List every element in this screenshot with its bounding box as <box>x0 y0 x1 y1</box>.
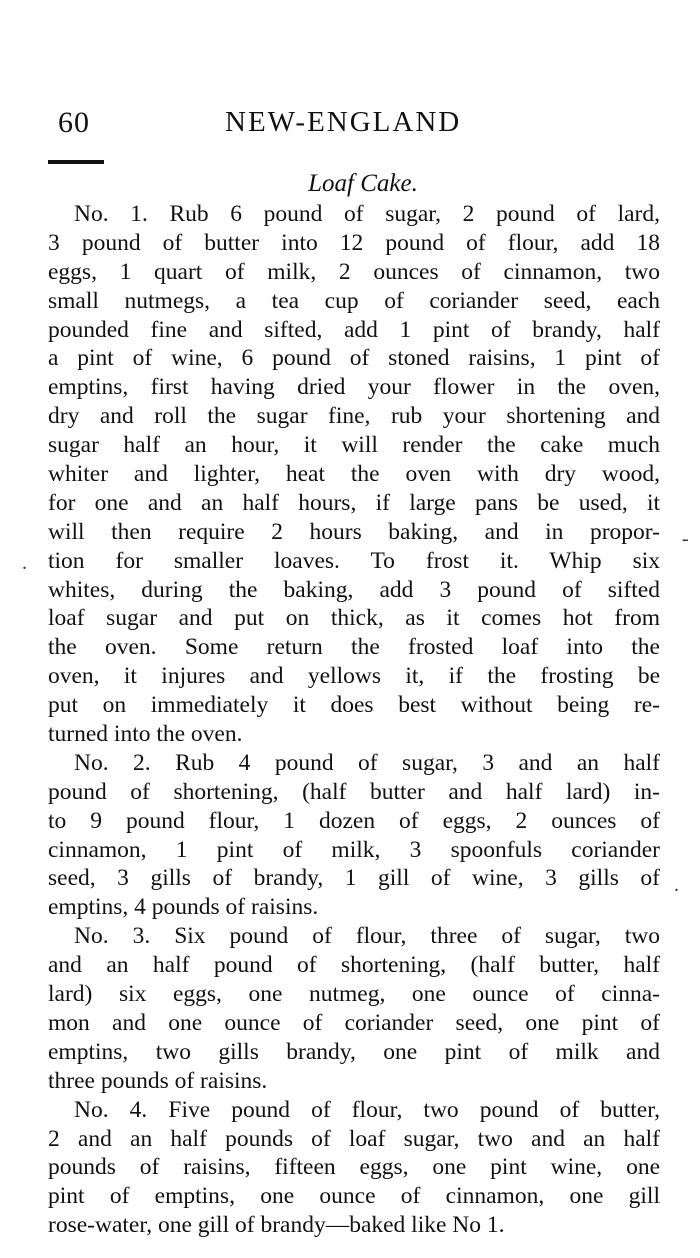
text-line: tion for smaller loaves. To frost it. Whip six <box>48 547 660 574</box>
text-line: lard) six eggs, one nutmeg, one ounce of cinna- <box>48 981 660 1008</box>
recipe-text <box>48 200 660 1240</box>
text-line: three pounds of raisins. <box>48 1067 268 1094</box>
text-line: mon and one ounce of coriander seed, one pint of <box>48 1009 660 1036</box>
text-line: a pint of wine, 6 pound of stoned raisins, 1 pint of <box>48 345 660 372</box>
text-line: whiter and lighter, heat the oven with dry wood, <box>48 461 660 488</box>
text-line: the oven. Some return the frosted loaf into the <box>48 634 660 661</box>
margin-mark: . <box>22 552 27 574</box>
text-line: 3 pound of butter into 12 pound of flour, add 18 <box>48 229 660 256</box>
text-line: sugar half an hour, it will render the cake much <box>48 432 660 459</box>
text-line: to 9 pound flour, 1 dozen of eggs, 2 ounces of <box>48 807 660 834</box>
text-line: No. 2. Rub 4 pound of sugar, 3 and an half <box>74 749 660 776</box>
text-line: turned into the oven. <box>48 721 243 748</box>
page-number: 60 <box>58 106 90 139</box>
text-line: for one and an half hours, if large pans be used, it <box>48 489 660 516</box>
text-line: emptins, two gills brandy, one pint of milk and <box>48 1038 660 1065</box>
text-line: pounded fine and sifted, add 1 pint of brandy, half <box>48 316 660 343</box>
text-line: whites, during the baking, add 3 pound of sifted <box>48 576 660 603</box>
margin-mark: . <box>674 874 679 896</box>
text-line: small nutmegs, a tea cup of coriander seed, each <box>48 287 660 314</box>
margin-mark: - <box>682 528 689 550</box>
text-line: 2 and an half pounds of loaf sugar, two and an half <box>48 1125 660 1152</box>
header-rule <box>48 160 104 164</box>
running-head <box>58 106 658 146</box>
text-line: and an half pound of shortening, (half butter, half <box>48 952 660 979</box>
text-line: pounds of raisins, fifteen eggs, one pint wine, one <box>48 1154 660 1181</box>
text-line: oven, it injures and yellows it, if the frosting be <box>48 663 660 690</box>
text-line: dry and roll the sugar fine, rub your shortening and <box>48 403 660 430</box>
text-line: will then require 2 hours baking, and in propor- <box>48 518 660 545</box>
text-line: rose-water, one gill of brandy—baked like No 1. <box>48 1212 505 1239</box>
text-line: put on immediately it does best without being re- <box>48 692 660 719</box>
text-line: No. 1. Rub 6 pound of sugar, 2 pound of lard, <box>74 201 660 227</box>
text-line: emptins, 4 pounds of raisins. <box>48 894 319 921</box>
running-title: NEW-ENGLAND <box>225 106 462 138</box>
text-line: cinnamon, 1 pint of milk, 3 spoonfuls coriander <box>48 836 660 863</box>
text-line: emptins, first having dried your flower in the oven, <box>48 374 660 401</box>
text-line: eggs, 1 quart of milk, 2 ounces of cinnamon, two <box>48 258 660 285</box>
text-line: seed, 3 gills of brandy, 1 gill of wine, 3 gills of <box>48 865 660 892</box>
text-line: loaf sugar and put on thick, as it comes hot from <box>48 605 660 632</box>
recipe-title: Loaf Cake. <box>308 170 418 197</box>
text-line: pound of shortening, (half butter and half lard) in- <box>48 778 660 805</box>
text-line: No. 3. Six pound of flour, three of sugar, two <box>74 923 660 950</box>
text-line: pint of emptins, one ounce of cinnamon, one gill <box>48 1183 660 1210</box>
text-line: No. 4. Five pound of flour, two pound of butter, <box>74 1096 660 1123</box>
